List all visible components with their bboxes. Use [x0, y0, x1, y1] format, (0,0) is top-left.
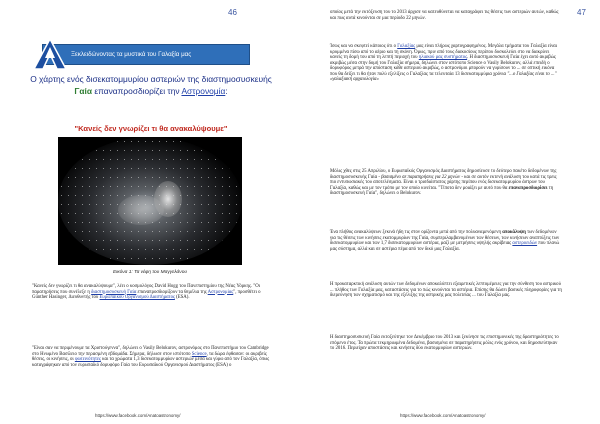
headline-part1: Ο χάρτης ενός δισεκατομμυρίου αστεριών της διαστημοσυσκευής: [30, 74, 272, 84]
anato-a-logo-icon: [33, 38, 67, 70]
paragraph-8: Η διαστημοσυσκευή Γαία εκτοξεύτηκε τον Δεκέμβριο του 2013 και ξεκίνησε τις επιστημονικές της δραστηριότητες το επόμενο έτος. Τα πρώτα τεκμηριωμένα δεδομένα, βασισμένα σε παρατηρήσεις μόλις ενός χρόνου, και δημοσιεύτηκαν το 2016. Περιείχαν αποστάσεις και κινήσεις δύο εκατομμυρίων αστεριών.: [330, 335, 559, 351]
image-caption: Εικόνα 1: Τα νέφη του Μαγγελάνου: [113, 270, 187, 275]
headline-astronomy-link[interactable]: Αστρονομία: [181, 86, 226, 96]
article-subheadline: "Κανείς δεν γνωρίζει τι θα ανακαλύψουμε": [74, 124, 228, 133]
article-headline: [28, 73, 274, 97]
asteroids-link[interactable]: αστεροειδών: [512, 241, 538, 246]
headline-gaia: Γαία: [74, 86, 93, 96]
section-banner: [42, 44, 250, 65]
banner-title: Ξεκλειδώνοντας τα μυστικά του Γαλαξία μας: [71, 51, 192, 58]
paragraph-1: "Κανείς δεν γνωρίζει τι θα ανακαλύψουμε", λέει ο κοσμολόγος David Hogg του Πανεπιστημίου της Νέας Υόρκης. "Οι παρατηρήσεις που συνέλεξε η διαστημοσυσκευή Γαία επαναπροσδιορίζουν τα θεμέλια της Αστρονομίας", προσθέτει ο Günther Hasinger, Διευθυντής του Ευρωπαϊκού Οργανισμού Διαστήματος (ESA).: [32, 284, 261, 300]
page-number-right: 47: [577, 8, 586, 17]
gaia-spacecraft-link[interactable]: διαστημοσυσκευή Γαία: [91, 289, 137, 295]
esa-link[interactable]: Ευρωπαϊκού Οργανισμού Διαστήματος: [99, 295, 175, 300]
headline-part2: επαναπροσδιορίζει την: [94, 86, 180, 96]
footer-url-right[interactable]: https://www.facebook.com/Anatoastronomy/: [400, 413, 486, 418]
astronomy-link[interactable]: Αστρονομίας: [207, 289, 234, 295]
right-page: [300, 0, 600, 424]
paragraph-5: Μόλις χθες στις 25 Απριλίου, ο Ευρωπαϊκός Οργανισμός Διαστήματος δημοσίευσε το δεύτερο πακέτο δεδομένων της διαστημοσυσκευής Γαία - βασισμένο σε παρατηρήσεις για 22 μηνών - και σε αυτόν εκτενή ανάλυση του κατά τις τρεις πιο εντυπωσιακές του αποτελέσματα. Είναι ο τρισδιάστατος χάρτης περίπου ενός δισεκατομμυρίου άστρων του Γαλαξία, καθώς και με τον τρόπο με τον οποίο κινείται. "Τίποτα δεν μοιάζει με αυτό που θα επαναπροσδιορίσει τη διαστημοσυσκευή Γαία", δηλώνει ο Belokurov.: [330, 169, 557, 196]
galaxy-link[interactable]: Γαλαξίας: [397, 44, 416, 49]
science-link[interactable]: Science: [191, 351, 207, 357]
magellanic-clouds-image: [58, 137, 242, 265]
footer-url-left[interactable]: https://www.facebook.com/Anatoastronomy/: [95, 413, 181, 418]
paragraph-4: Ίσως και να σκεφτεί κάποιος ότι ο Γαλαξίας μας είναι πλήρως χαρτογραφημένος. Μεγάλα τμήματα του Γαλαξία είναι κρυμμένα πίσω από το αέριο και τη σκόνη. Όμως, πριν από τους διακοσίους περίπου δυσκολεύει στο να διακρίνει κανείς τη δομή του από τη λεπτή περιοχή του ηλιακού μας συστήματος. Η διαστημοσυσκευή Γαία έχει αυτό ακριβώς ακριβώς μέσα στην δομή του Γαλαξία σήμερα, δηλώνει στον ιστότοπο Science ο Vasily Belokurov, αλλά επειδή ο δορυφόρος μετρά την απόσταση κάθε αστεριού ακριβώς, ο αστρονόμοι μπορούν να γυρίσουν το ... σε οπτική εικόνα που θα δείξει τι θα ήταν πολύ εξελίξεις ο Γαλαξίας τα τελευταία 13 δισεκατομμύρια χρόνια "...ο Γαλαξίας είναι το ..." «γαλαξιακή αρχαιολογία»: [330, 44, 558, 82]
paragraph-6: Ένα πλήθος ανακαλύψεων ξεκινά ήδη τις στον ορίζοντα μετά από την πολυαναμενόμενη αποκάλυψη των δεδομένων για τις θέσεις των κινήσεις εκατομμυρίων της Γαία, συμπεριλαμβανομένων των θέσεων, των κινήσεων αναπτύξεις των δισεκατομμυρίων και των 1,7 δισεκατομμυρίων αστέρια, μαζί με μετρήσεις υψηλής ακρίβειας αστεροειδών που πλανώ μας σύστημα, αλλά και σε αστέρια πέρα από τον δικό μας Γαλαξία.: [330, 230, 560, 252]
paragraph-7: Η προκαταρκτική ανάλυση αυτών των δεδομένων αποκαλύπτει εξαιρετικές λεπτομέρειες για την σύνθεση του αστρικού ... πλήθος των Γαλαξία μας, καταστάσεις για το πώς κινούνται τα αστέρια. Επίσης θα δώσει βασικές πληροφορίες για τη διερεύνηση των σχηματισμό και της εξέλιξης της αστρικής μας πολιτείας ... του Γαλαξία μας.: [330, 282, 562, 298]
headline-colon: :: [225, 86, 228, 96]
page-number-left: 46: [228, 8, 237, 17]
paragraph-2: "Είναι σαν να περιμένουμε τα Χριστούγεννα", δηλώνει ο Vasily Belokurov, αστρονόμος στο Πανεπιστήμιο του Cambridge στο Ηνωμένο Βασίλειο την περασμένη εβδομάδα. Σήμερα, δήλωσε στον ιστότοπο Science, τα δώρα έφθασαν: οι ακριβείς θέσεις, οι κινήσεις, οι φωτεινότητες και τα χρώματα 1,3 δισεκατομμυρίων αστεριών μέσα και γύρω από τον Γαλαξία, όπως καταγράφηκαν από τον ευρωπαϊκό δορυφόρο Γαία του Ευρωπαϊκού Οργανισμού Διαστήματος (ESA) ο: [32, 346, 270, 368]
solar-system-link[interactable]: ηλιακού μας συστήματος: [418, 55, 468, 60]
luminosity-link[interactable]: φωτεινότητες: [74, 357, 101, 362]
paragraph-3: οποίος μετά την εκτόξευση του το 2013 άρχισε να κατευθύνεται να καταγράφει τις θέσεις των αστεριών αυτών, καθώς και πως αυτά κινούνται σε μια περίοδο 22 μηνών.: [330, 10, 559, 21]
